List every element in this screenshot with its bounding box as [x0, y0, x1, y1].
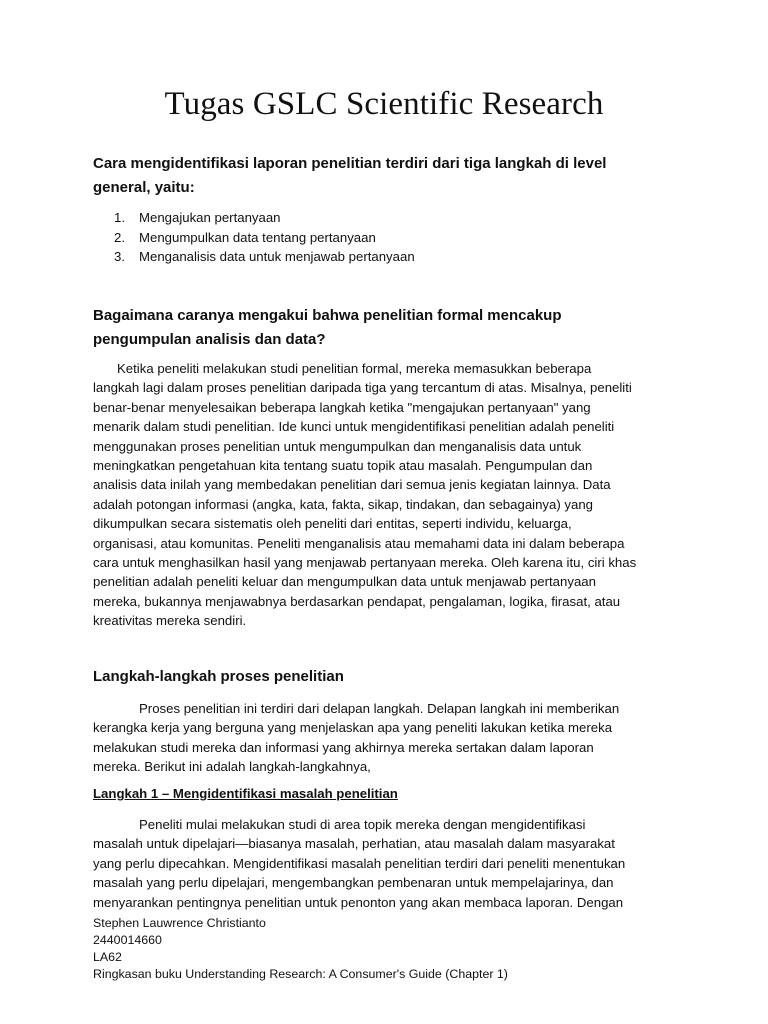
- list-number: 1.: [114, 210, 125, 225]
- section2-heading: [93, 304, 683, 352]
- paragraph-line: organisasi, atau komunitas. Peneliti menganalisis atau memahami data ini dalam beberapa: [93, 535, 625, 551]
- section3-heading: Langkah-langkah proses penelitian: [93, 668, 344, 685]
- document-title: Tugas GSLC Scientific Research: [164, 86, 604, 122]
- list-text: Mengumpulkan data tentang pertanyaan: [139, 229, 376, 245]
- paragraph-line: masalah untuk dipelajari—biasanya masalah, perhatian, atau masalah dalam masyarakat: [93, 836, 615, 852]
- paragraph-line: Proses penelitian ini terdiri dari delapan langkah. Delapan langkah ini memberikan: [139, 701, 620, 716]
- section1-heading-line: general, yaitu:: [93, 179, 195, 196]
- step1-paragraph: [93, 815, 683, 912]
- list-item: [114, 208, 415, 228]
- list-number: 2.: [114, 229, 125, 245]
- paragraph-line: penelitian adalah peneliti keluar dan mengumpulkan data untuk menjawab pertanyaan: [93, 574, 596, 590]
- section2-heading-line: Bagaimana caranya mengakui bahwa penelitian formal mencakup: [93, 307, 562, 324]
- paragraph-line: melakukan studi mereka dan informasi yang akhirnya mereka sertakan dalam laporan: [93, 739, 594, 755]
- class-code: LA62: [93, 950, 122, 964]
- list-text: Mengajukan pertanyaan: [139, 210, 281, 225]
- student-id: 2440014660: [93, 933, 162, 947]
- list-number: 3.: [114, 249, 125, 264]
- paragraph-line: kreativitas mereka sendiri.: [93, 613, 247, 629]
- list-item: [114, 228, 415, 248]
- author-name: Stephen Lauwrence Christianto: [93, 916, 266, 930]
- paragraph-line: yang perlu dipecahkan. Mengidentifikasi masalah penelitian terdiri dari peneliti menentukan: [93, 855, 626, 871]
- paragraph-line: analisis data inilah yang membedakan penelitian dari semua jenis kegiatan lainnya. Data: [93, 477, 611, 493]
- paragraph-line: langkah lagi dalam proses penelitian daripada tiga yang tercantum di atas. Misalnya, peneliti: [93, 380, 632, 396]
- page-footer: [93, 915, 508, 983]
- step1-heading: Langkah 1 – Mengidentifikasi masalah penelitian: [93, 786, 398, 801]
- paragraph-line: masalah yang perlu dipelajari, mengembangkan pembenaran untuk mempelajarinya, dan: [93, 875, 614, 891]
- section1-heading-line: Cara mengidentifikasi laporan penelitian terdiri dari tiga langkah di level: [93, 155, 607, 172]
- paragraph-line: Peneliti mulai melakukan studi di area topik mereka dengan mengidentifikasi: [139, 817, 586, 832]
- steps-list: [114, 208, 415, 267]
- section2-paragraph: [93, 359, 683, 631]
- paragraph-line: menyarankan pentingnya penelitian untuk penonton yang akan membaca laporan. Dengan: [93, 894, 624, 910]
- paragraph-line: cara untuk menghasilkan hasil yang menjawab pertanyaan mereka. Oleh karena itu, ciri khas: [93, 555, 637, 571]
- paragraph-line: kerangka kerja yang berguna yang menjelaskan apa yang peneliti lakukan ketika mereka: [93, 720, 613, 736]
- paragraph-line: Ketika peneliti melakukan studi penelitian formal, mereka memasukkan beberapa: [117, 361, 592, 376]
- paragraph-line: adalah potongan informasi (angka, kata, fakta, sikap, tindakan, dan sebagainya) yang: [93, 496, 593, 512]
- section3-paragraph: [93, 699, 683, 777]
- paragraph-line: meningkatkan pengetahuan kita tentang suatu topik atau masalah. Pengumpulan dan: [93, 458, 593, 474]
- paragraph-line: menggunakan proses penelitian untuk mengumpulkan dan menganalisis data untuk: [93, 438, 582, 454]
- section1-heading: [93, 152, 683, 200]
- footer-note: Ringkasan buku Understanding Research: A Consumer's Guide (Chapter 1): [93, 967, 508, 981]
- paragraph-line: dikumpulkan secara sistematis oleh peneliti dari entitas, seperti individu, keluarga,: [93, 516, 572, 532]
- paragraph-line: mereka, bukannya menjawabnya berdasarkan pendapat, pengalaman, logika, firasat, atau: [93, 593, 621, 609]
- section2-heading-line: pengumpulan analisis dan data?: [93, 331, 326, 348]
- list-text: Menganalisis data untuk menjawab pertanyaan: [139, 249, 415, 264]
- list-item: [114, 247, 415, 267]
- paragraph-line: menarik dalam studi penelitian. Ide kunci untuk mengidentifikasi penelitian adalah peneliti: [93, 419, 615, 435]
- paragraph-line: benar-benar menyelesaikan beberapa langkah ketika "mengajukan pertanyaan" yang: [93, 399, 591, 415]
- paragraph-line: mereka. Berikut ini adalah langkah-langkahnya,: [93, 759, 371, 775]
